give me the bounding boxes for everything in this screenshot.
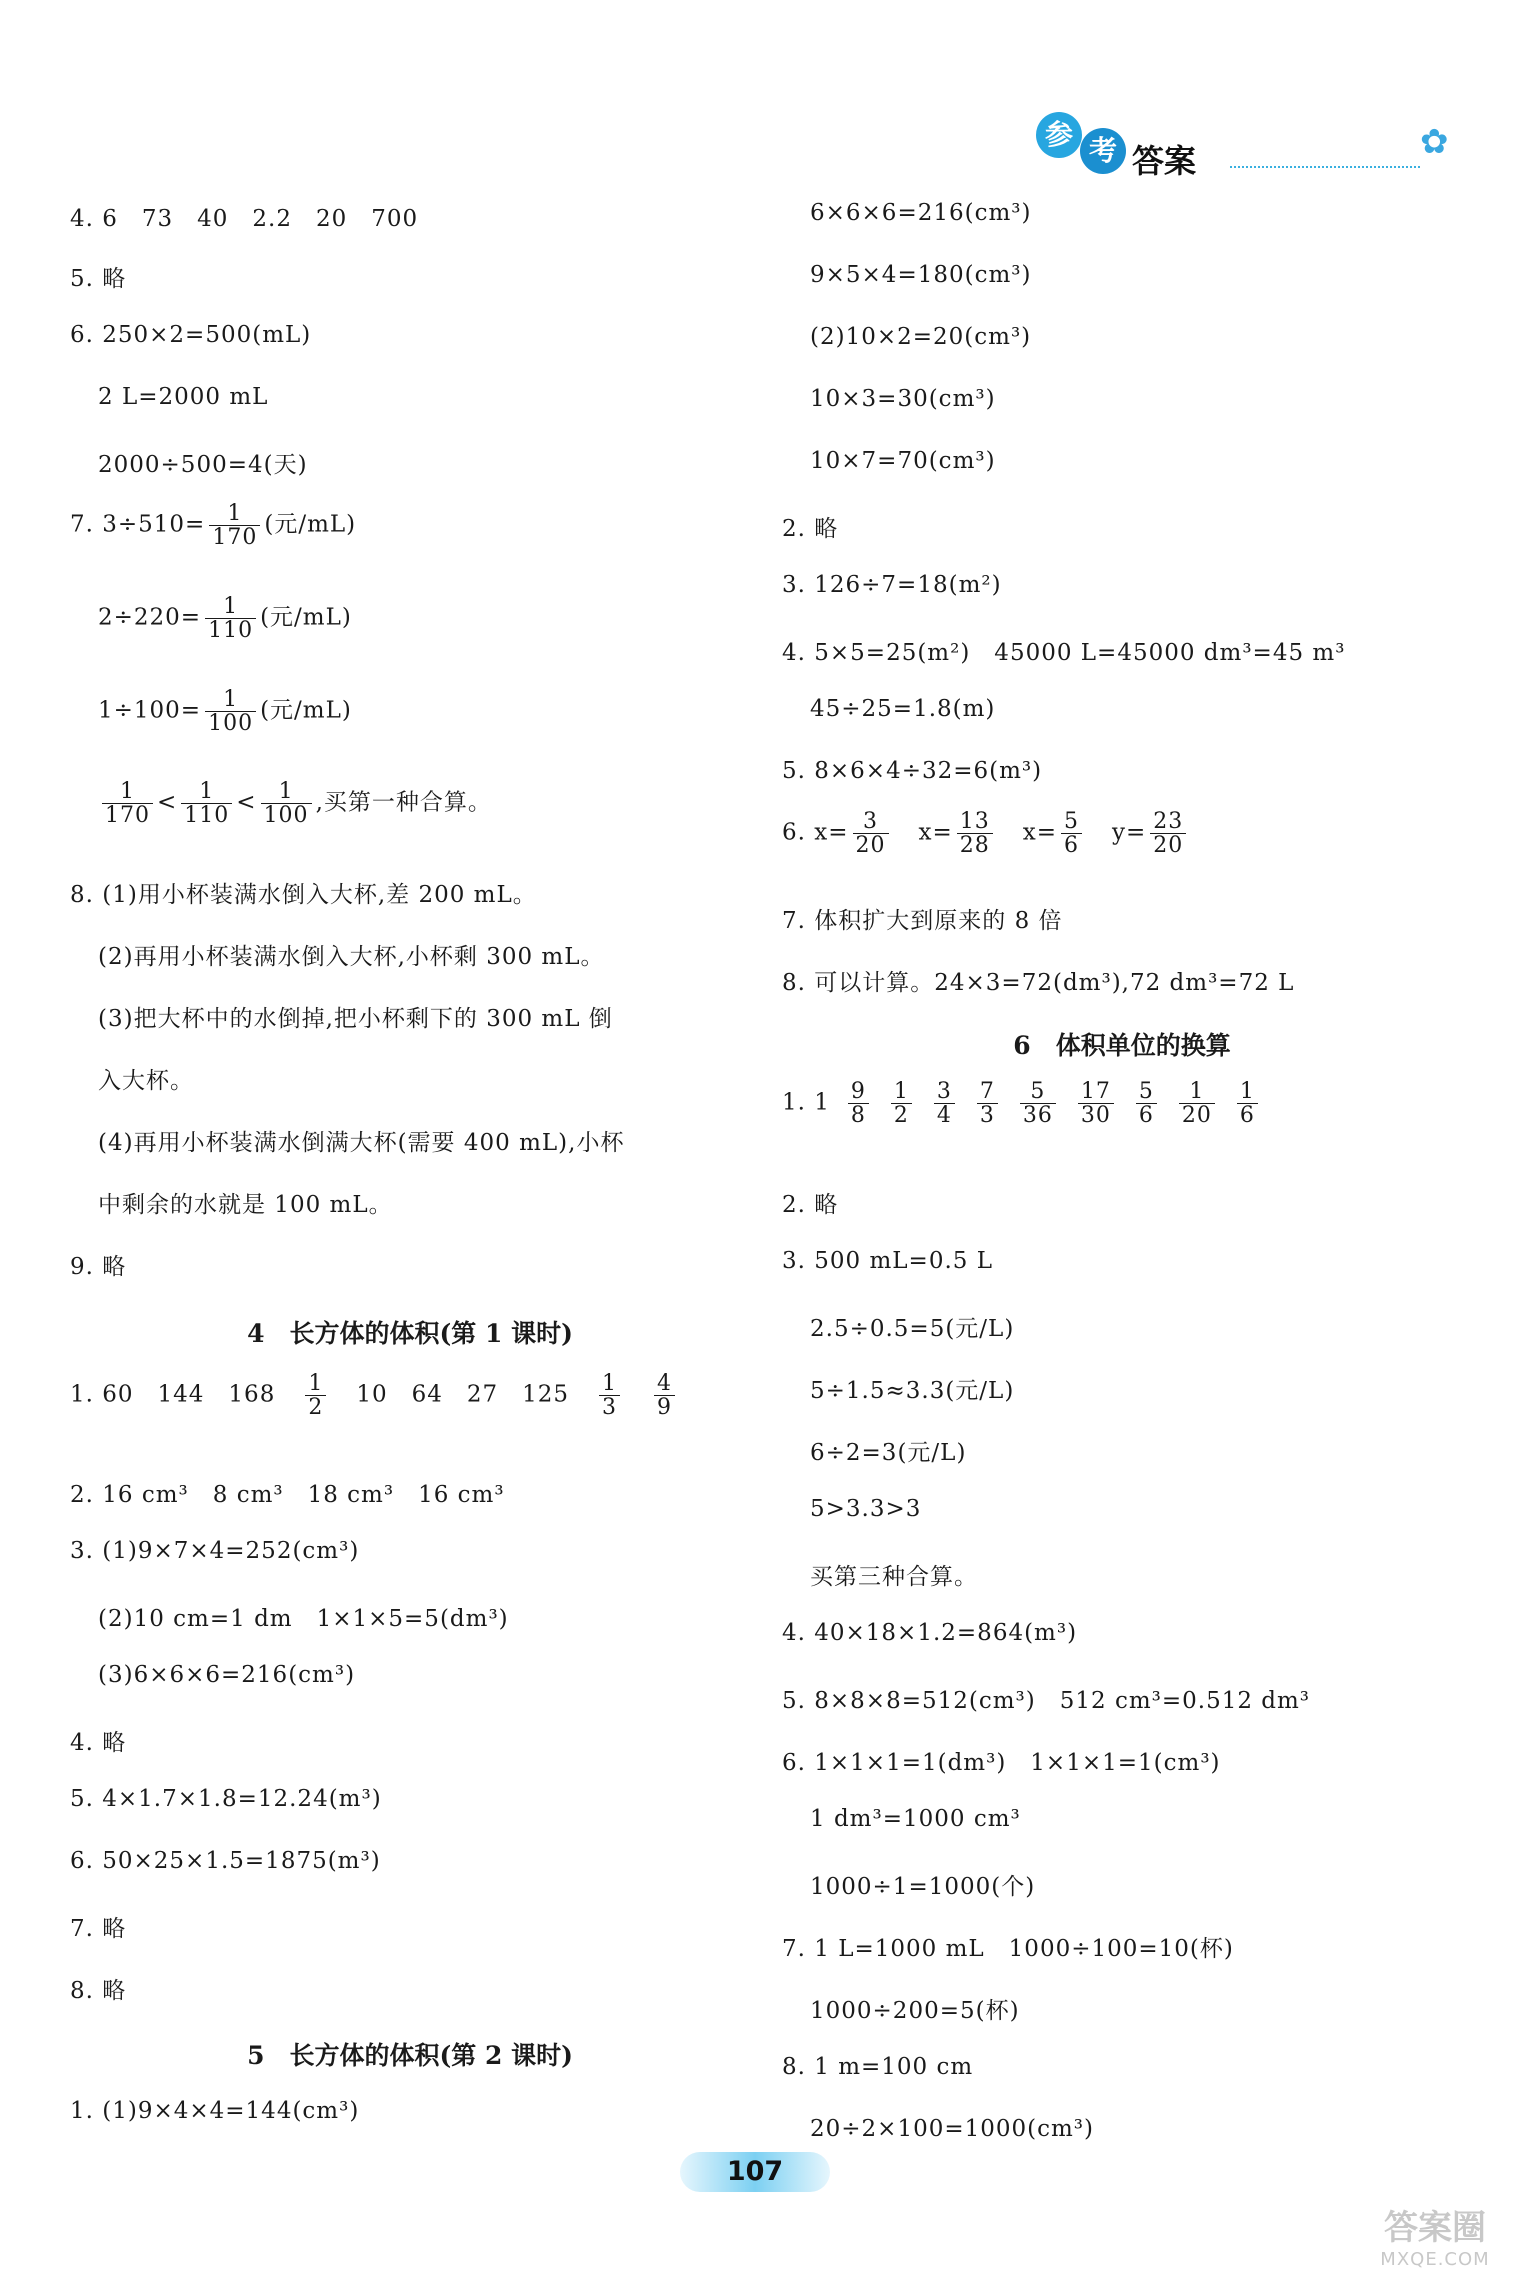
fraction-comparison <box>98 780 492 827</box>
fraction: $\frac{5}{6}$ <box>1136 1080 1157 1127</box>
answer-line: 6. 50×25×1.5=1875(m³) <box>70 1848 381 1874</box>
fraction: $\frac{4}{9}$ <box>654 1372 675 1419</box>
answer-line: 3. 500 mL=0.5 L <box>782 1248 993 1274</box>
answer-line: (2)10 cm=1 dm 1×1×5=5(dm³) <box>98 1606 509 1632</box>
answer-line: (2)再用小杯装满水倒入大杯,小杯剩 300 mL。 <box>98 944 605 970</box>
answer-line: 5÷1.5≈3.3(元/L) <box>810 1378 1015 1404</box>
answer-line-fraction <box>98 595 352 642</box>
less-than: < <box>157 789 178 816</box>
answer-line: 5. 8×8×8=512(cm³) 512 cm³=0.512 dm³ <box>782 1688 1311 1714</box>
unit-text: (元/mL) <box>264 511 357 538</box>
variable-text: 6. x= <box>782 819 849 846</box>
answer-line: 2.5÷0.5=5(元/L) <box>810 1316 1015 1342</box>
answer-line: 6×6×6=216(cm³) <box>810 200 1032 226</box>
answer-line-fraction <box>782 810 1190 857</box>
answer-line-fraction <box>70 1372 679 1419</box>
watermark-url: MXQE.COM <box>1380 2249 1490 2270</box>
answer-line: 8. 可以计算。24×3=72(dm³),72 dm³=72 L <box>782 970 1295 996</box>
answer-line: 8. 略 <box>70 1978 127 2004</box>
answer-line: 1000÷200=5(杯) <box>810 1998 1020 2024</box>
header-badge-can: 参 <box>1036 112 1082 158</box>
answer-line: 5. 8×6×4÷32=6(m³) <box>782 758 1043 784</box>
answer-line: 7. 略 <box>70 1916 127 1942</box>
answer-line: 5. 4×1.7×1.8=12.24(m³) <box>70 1786 382 1812</box>
equation-text: 1÷100= <box>98 697 202 724</box>
unit-text: (元/mL) <box>260 697 352 724</box>
answer-line: 5. 略 <box>70 266 127 292</box>
fraction: $\frac{3}{4}$ <box>934 1080 955 1127</box>
answer-line: 2. 略 <box>782 516 839 542</box>
answer-line: 3. 126÷7=18(m²) <box>782 572 1002 598</box>
section-title: 4 长方体的体积(第 1 课时) <box>247 1319 573 1348</box>
section-title: 5 长方体的体积(第 2 课时) <box>247 2041 573 2070</box>
fraction: $\frac{23}{20}$ <box>1150 810 1186 857</box>
answer-line: 4. 6 73 40 2.2 20 700 <box>70 206 419 232</box>
answer-line: 7. 体积扩大到原来的 8 倍 <box>782 908 1063 934</box>
page-header <box>1020 112 1470 182</box>
answer-line: 3. (1)9×7×4=252(cm³) <box>70 1538 360 1564</box>
answer-line: 2 L=2000 mL <box>98 384 269 410</box>
fraction: $\frac{1}{110}$ <box>181 780 232 827</box>
fraction: $\frac{13}{28}$ <box>957 810 993 857</box>
answer-line: 6÷2=3(元/L) <box>810 1440 967 1466</box>
section-title: 6 体积单位的换算 <box>1013 1031 1231 1060</box>
fraction: $\frac{1}{170}$ <box>102 780 153 827</box>
watermark-text: 答案圈 <box>1384 2208 1486 2248</box>
fraction: $\frac{5}{36}$ <box>1020 1080 1056 1127</box>
answer-line: 6. 250×2=500(mL) <box>70 322 312 348</box>
answer-line: 入大杯。 <box>98 1068 194 1094</box>
answer-line-fraction <box>98 688 352 735</box>
answer-line: 1. (1)9×4×4=144(cm³) <box>70 2098 360 2124</box>
answer-line: 8. (1)用小杯装满水倒入大杯,差 200 mL。 <box>70 882 537 908</box>
answer-line: (2)10×2=20(cm³) <box>810 324 1032 350</box>
fraction: $\frac{5}{6}$ <box>1061 810 1082 857</box>
answer-line: 1000÷1=1000(个) <box>810 1874 1036 1900</box>
fraction: $\frac{7}{3}$ <box>977 1080 998 1127</box>
unit-text: (元/mL) <box>260 604 352 631</box>
answer-line: 8. 1 m=100 cm <box>782 2054 974 2080</box>
answer-text: 10 64 27 125 <box>356 1381 570 1408</box>
fraction: $\frac{1}{100}$ <box>205 688 256 735</box>
conclusion-text: ,买第一种合算。 <box>315 789 492 816</box>
fraction: $\frac{9}{8}$ <box>848 1080 869 1127</box>
fraction: $\frac{1}{2}$ <box>891 1080 912 1127</box>
flower-icon: ✿ <box>1420 122 1449 162</box>
header-badge-kao: 考 <box>1080 128 1126 174</box>
fraction: $\frac{1}{100}$ <box>261 780 312 827</box>
answer-line: 9. 略 <box>70 1254 127 1280</box>
watermark-logo <box>1350 2200 1520 2270</box>
variable-text: x= <box>918 819 953 846</box>
answer-text: 1. 60 144 168 <box>70 1381 276 1408</box>
answer-line: 5>3.3>3 <box>810 1496 922 1522</box>
answer-line: 6. 1×1×1=1(dm³) 1×1×1=1(cm³) <box>782 1750 1221 1776</box>
header-decoration <box>1230 152 1420 168</box>
fraction: $\frac{1}{110}$ <box>205 595 256 642</box>
answer-line-fraction <box>782 1080 1262 1127</box>
answer-text: 1. 1 <box>782 1089 830 1116</box>
less-than: < <box>236 789 257 816</box>
answer-line: 4. 5×5=25(m²) 45000 L=45000 dm³=45 m³ <box>782 640 1346 666</box>
equation-text: 7. 3÷510= <box>70 511 206 538</box>
answer-line: 4. 略 <box>70 1730 127 1756</box>
header-title: 答案 <box>1132 142 1197 180</box>
answer-line: 2. 16 cm³ 8 cm³ 18 cm³ 16 cm³ <box>70 1482 505 1508</box>
variable-text: y= <box>1112 819 1147 846</box>
equation-text: 2÷220= <box>98 604 202 631</box>
answer-line: 2000÷500=4(天) <box>98 452 308 478</box>
fraction: $\frac{1}{2}$ <box>305 1372 326 1419</box>
answer-line: 中剩余的水就是 100 mL。 <box>98 1192 393 1218</box>
answer-line-fraction <box>70 502 356 549</box>
answer-line: 7. 1 L=1000 mL 1000÷100=10(杯) <box>782 1936 1234 1962</box>
answer-line: 1 dm³=1000 cm³ <box>810 1806 1021 1832</box>
fraction: $\frac{17}{30}$ <box>1078 1080 1114 1127</box>
page-number: 107 <box>680 2152 830 2192</box>
answer-line: 45÷25=1.8(m) <box>810 696 996 722</box>
answer-line: (4)再用小杯装满水倒满大杯(需要 400 mL),小杯 <box>98 1130 625 1156</box>
fraction: $\frac{1}{6}$ <box>1237 1080 1258 1127</box>
answer-line: 10×7=70(cm³) <box>810 448 996 474</box>
fraction: $\frac{3}{20}$ <box>853 810 889 857</box>
answer-line: 9×5×4=180(cm³) <box>810 262 1032 288</box>
variable-text: x= <box>1022 819 1057 846</box>
answer-line: 10×3=30(cm³) <box>810 386 996 412</box>
fraction: $\frac{1}{170}$ <box>209 502 260 549</box>
answer-line: (3)把大杯中的水倒掉,把小杯剩下的 300 mL 倒 <box>98 1006 613 1032</box>
fraction-list <box>830 1079 1262 1129</box>
answer-line: 买第三种合算。 <box>810 1564 978 1590</box>
fraction: $\frac{1}{3}$ <box>599 1372 620 1419</box>
fraction: $\frac{1}{20}$ <box>1179 1080 1215 1127</box>
answer-line: (3)6×6×6=216(cm³) <box>98 1662 356 1688</box>
answer-line: 4. 40×18×1.2=864(m³) <box>782 1620 1078 1646</box>
answer-line: 20÷2×100=1000(cm³) <box>810 2116 1095 2142</box>
answer-line: 2. 略 <box>782 1192 839 1218</box>
